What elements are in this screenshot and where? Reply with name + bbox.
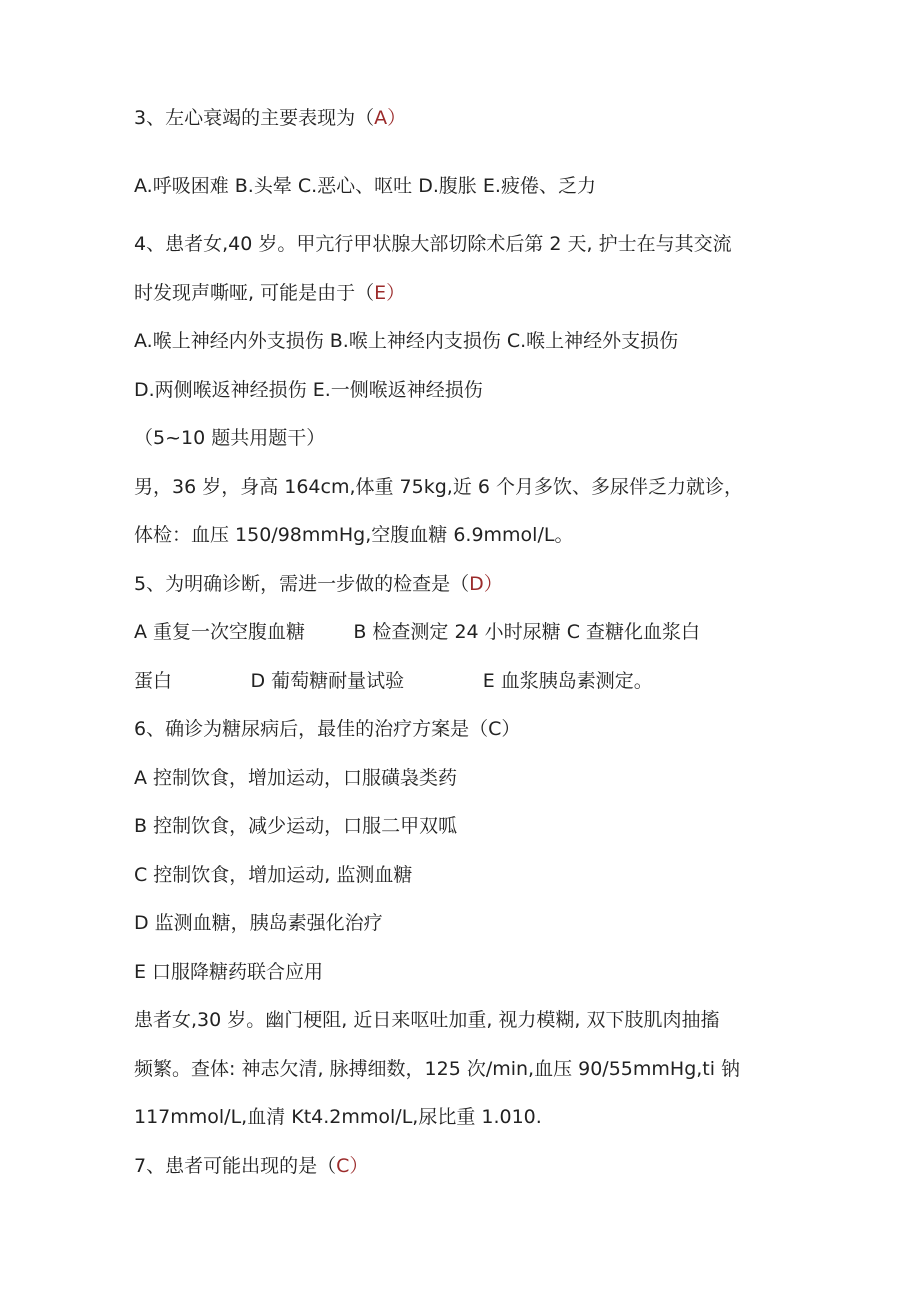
question-4-options-line-1 — [134, 328, 678, 354]
text: E 口服降糖药联合应用 — [134, 961, 324, 983]
case-stem-line-2 — [134, 522, 573, 548]
text: （5~10 题共用题干） — [134, 427, 326, 449]
answer-mark: D — [469, 573, 484, 595]
case-stem-line-1 — [134, 474, 743, 500]
answer-bracket: ） — [349, 1155, 369, 1177]
question-3-stem — [134, 105, 406, 131]
text: C 控制饮食，增加运动, 监测血糖 — [134, 864, 413, 886]
text: A 重复一次空腹血糖 B 检查测定 24 小时尿糖 C 查糖化血浆白 — [134, 621, 701, 643]
answer-bracket: ） — [387, 107, 407, 129]
text: 5、为明确诊断，需进一步做的检查是（ — [134, 573, 470, 595]
text: 3、左心衰竭的主要表现为（ — [134, 107, 375, 129]
question-5-stem — [134, 571, 503, 597]
shared-stem-note — [134, 425, 325, 451]
question-5-options-line-1 — [134, 619, 700, 645]
question-6-option-a — [134, 765, 457, 791]
text: D 监测血糖，胰岛素强化治疗 — [134, 912, 383, 934]
question-7-stem — [134, 1153, 368, 1179]
question-5-options-line-2 — [134, 668, 653, 694]
text: 频繁。查体: 神志欠清, 脉搏细数，125 次/min,血压 90∕55mmHg,ti 钠 — [134, 1058, 741, 1080]
answer-mark: E — [374, 282, 387, 304]
question-6-option-d — [134, 910, 383, 936]
question-3-options — [134, 173, 596, 199]
text: 时发现声嘶哑, 可能是由于（ — [134, 282, 375, 304]
text: 患者女,30 岁。幽门梗阻, 近日来呕吐加重, 视力模糊, 双下肢肌肉抽搐 — [134, 1009, 720, 1031]
text: A.呼吸困难 B.头晕 C.恶心、呕吐 D.腹胀 E.疲倦、乏力 — [134, 175, 596, 197]
case-2-stem-line-2 — [134, 1056, 740, 1082]
question-4-stem-line-1 — [134, 231, 732, 257]
text: 6、确诊为糖尿病后，最佳的治疗方案是（C） — [134, 718, 521, 740]
case-2-stem-line-1 — [134, 1007, 720, 1033]
text: D.两侧喉返神经损伤 E.一侧喉返神经损伤 — [134, 379, 483, 401]
text: 117mmol∕L,血清 Kt4.2mmol∕L,尿比重 1.010. — [134, 1106, 542, 1128]
answer-mark: C — [336, 1155, 350, 1177]
question-6-option-c — [134, 862, 412, 888]
answer-bracket: ） — [483, 573, 503, 595]
question-4-stem-line-2 — [134, 280, 405, 306]
text: 男，36 岁，身高 164cm,体重 75kg,近 6 个月多饮、多尿伴乏力就诊， — [134, 476, 744, 498]
question-4-options-line-2 — [134, 377, 483, 403]
text: A 控制饮食，增加运动，口服磺袅类药 — [134, 767, 458, 789]
text: B 控制饮食，减少运动，口服二甲双呱 — [134, 815, 458, 837]
question-6-stem — [134, 716, 520, 742]
answer-bracket: ） — [386, 282, 406, 304]
text: 体检：血压 150/98mmHg,空腹血糖 6.9mmol∕L。 — [134, 524, 574, 546]
question-6-option-e — [134, 959, 323, 985]
text: 7、患者可能出现的是（ — [134, 1155, 337, 1177]
text: A.喉上神经内外支损伤 B.喉上神经内支损伤 C.喉上神经外支损伤 — [134, 330, 679, 352]
text: 4、患者女,40 岁。甲亢行甲状腺大部切除术后第 2 天, 护士在与其交流 — [134, 233, 732, 255]
text: 蛋白 D 葡萄糖耐量试验 E 血浆胰岛素测定。 — [134, 670, 653, 692]
case-2-stem-line-3 — [134, 1104, 542, 1130]
question-6-option-b — [134, 813, 457, 839]
answer-mark: A — [374, 107, 388, 129]
